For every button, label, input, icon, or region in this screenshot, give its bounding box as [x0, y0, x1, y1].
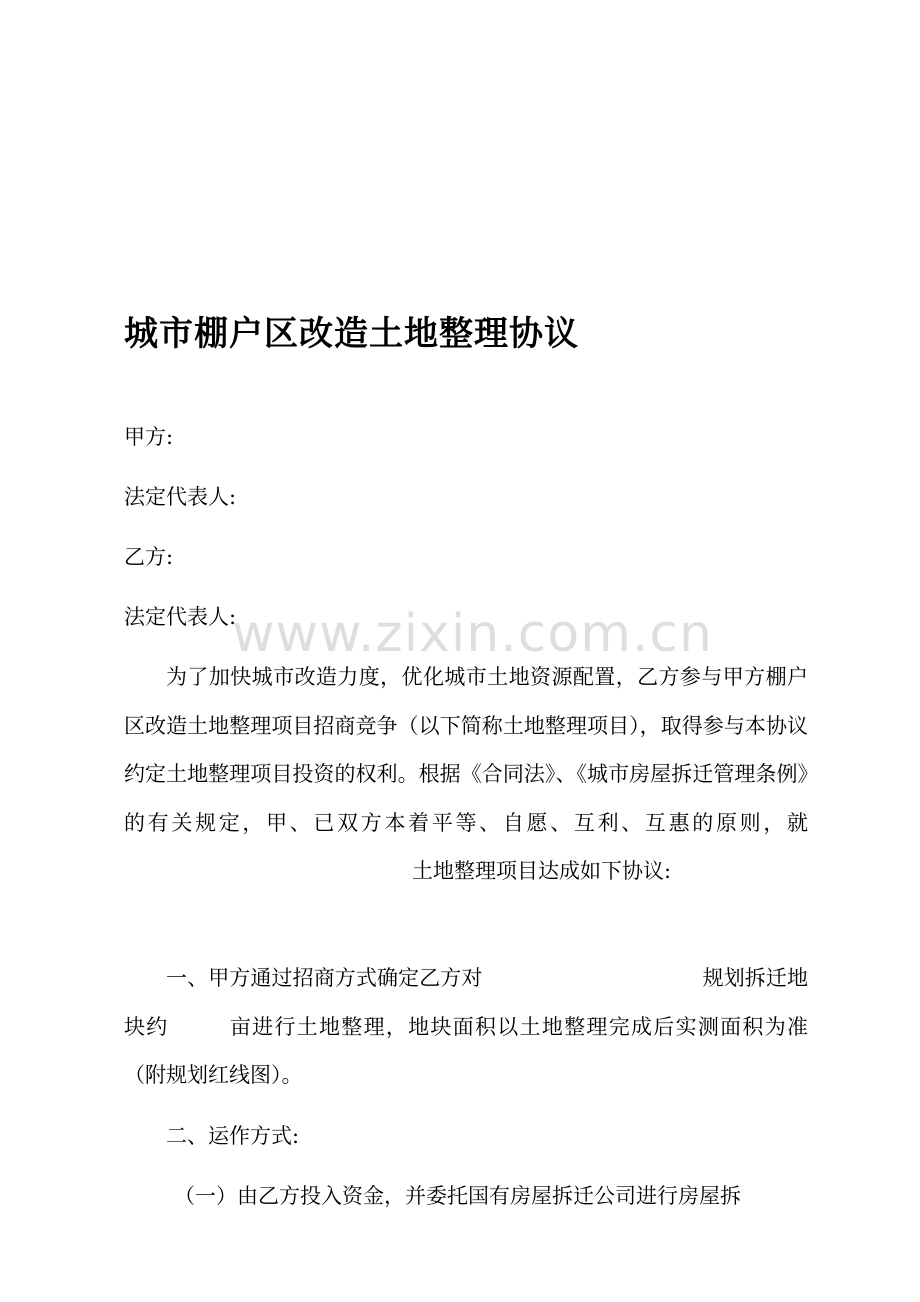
clause-one-part2: 规划拆迁地块约 — [124, 966, 808, 1039]
clause-one-paragraph — [124, 954, 808, 1100]
document-title: 城市棚户区改造土地整理协议 — [124, 314, 579, 354]
party-b-label: 乙方: — [124, 545, 174, 569]
clause-one-part3: 亩进行土地整理，地块面积以土地整理完成后实测面积为准（附规划红线图）。 — [124, 1014, 809, 1087]
watermark-text: www.zixin.com.cn — [232, 604, 713, 664]
party-a-representative-label: 法定代表人: — [124, 485, 237, 509]
intro-text-part2: 土地整理项目达成如下协议: — [412, 859, 672, 883]
clause-two-heading: 二、运作方式: — [166, 1124, 300, 1148]
party-b-representative-label: 法定代表人: — [124, 605, 237, 629]
clause-one-part1: 一、甲方通过招商方式确定乙方对 — [166, 966, 483, 990]
clause-two-sub-one: （一）由乙方投入资金，并委托国有房屋拆迁公司进行房屋拆 — [174, 1184, 741, 1208]
party-a-label: 甲方: — [124, 425, 174, 449]
intro-paragraph — [124, 653, 808, 896]
intro-text-part1: 为了加快城市改造力度，优化城市土地资源配置，乙方参与甲方棚户区改造土地整理项目招商竞争（以下简称土地整理项目），取得参与本协议约定土地整理项目投资的权利。根据《合同法》、《城市房屋拆迁管理条例》的有关规定，甲、已双方本着平等、自愿、互利、互惠的原则，就 — [124, 665, 808, 835]
